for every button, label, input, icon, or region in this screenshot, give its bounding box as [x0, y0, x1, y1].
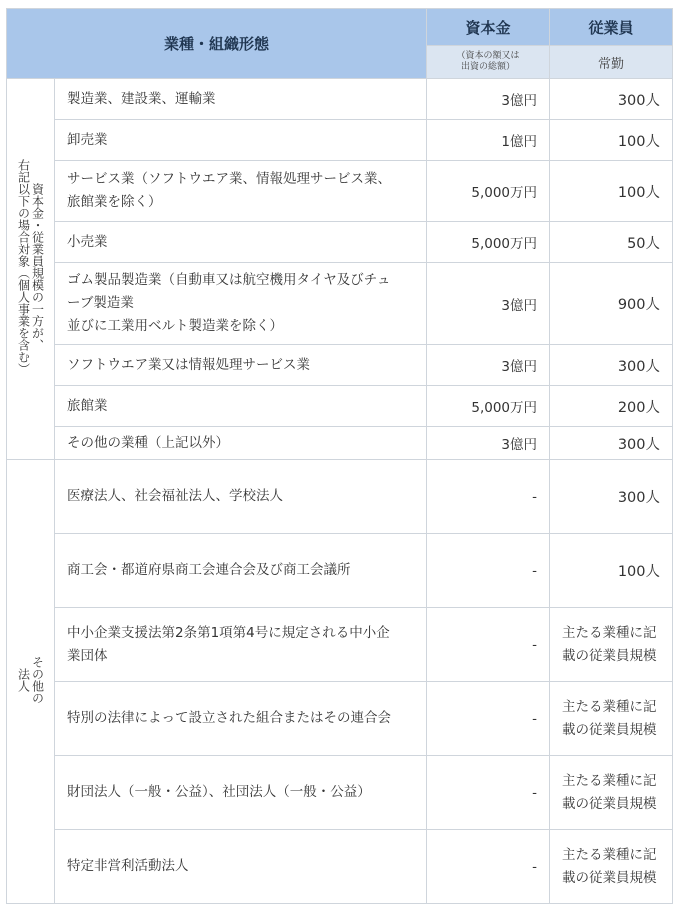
table-row-employees: 300人: [550, 460, 673, 534]
sme-definition-table: [6, 8, 673, 904]
header-capital-note: [427, 46, 550, 79]
group2-label-text: その他の 法人: [16, 655, 45, 704]
table-row-category: 特別の法律によって設立された組合またはその連合会: [55, 682, 427, 756]
header-employees-note: 常勤: [550, 46, 673, 79]
table-row-capital: -: [427, 756, 550, 830]
table-row-capital: -: [427, 534, 550, 608]
table-row-capital: -: [427, 682, 550, 756]
table-row-capital: -: [427, 460, 550, 534]
table-row-capital: 5,000万円: [427, 161, 550, 222]
table-row-employees: 900人: [550, 263, 673, 345]
table-row-employees: 主たる業種に記 載の従業員規模: [550, 608, 673, 682]
table-row-category: 小売業: [55, 222, 427, 263]
table-row-capital: 3億円: [427, 427, 550, 460]
table-row-category: ソフトウエア業又は情報処理サービス業: [55, 345, 427, 386]
table-row-capital: 5,000万円: [427, 222, 550, 263]
table-row-category: 財団法人（一般・公益）、社団法人（一般・公益）: [55, 756, 427, 830]
table-row-category: 中小企業支援法第2条第1項第4号に規定される中小企 業団体: [55, 608, 427, 682]
table-row-capital: 3億円: [427, 263, 550, 345]
table-row-employees: 50人: [550, 222, 673, 263]
table-row-employees: 100人: [550, 120, 673, 161]
group1-label-text: 資本金・従業員規模の一方が、 右記以下の場合対象（個人事業を含む）: [16, 159, 45, 375]
table-row-employees: 300人: [550, 427, 673, 460]
table-row-capital: 3億円: [427, 79, 550, 120]
header-employees: 従業員: [550, 9, 673, 46]
header-capital: 資本金: [427, 9, 550, 46]
table-row-category: ゴム製品製造業（自動車又は航空機用タイヤ及びチュ ーブ製造業 並びに工業用ベルト製造業を除く）: [55, 263, 427, 345]
table-row-employees: 100人: [550, 161, 673, 222]
table-row-category: 製造業、建設業、運輸業: [55, 79, 427, 120]
table-row-employees: 主たる業種に記 載の従業員規模: [550, 830, 673, 904]
table-row-category: 医療法人、社会福祉法人、学校法人: [55, 460, 427, 534]
table-row-category: 卸売業: [55, 120, 427, 161]
table-row-capital: 1億円: [427, 120, 550, 161]
table-row-category: 商工会・都道府県商工会連合会及び商工会議所: [55, 534, 427, 608]
capital-note-line2: 出資の総額）: [461, 62, 516, 72]
table-row-employees: 200人: [550, 386, 673, 427]
table-row-category: サービス業（ソフトウエア業、情報処理サービス業、 旅館業を除く）: [55, 161, 427, 222]
group1-label: [7, 79, 55, 460]
table-row-employees: 主たる業種に記 載の従業員規模: [550, 682, 673, 756]
table-row-employees: 主たる業種に記 載の従業員規模: [550, 756, 673, 830]
capital-note-line1: （資本の額又は: [456, 51, 520, 61]
table-row-category: 特定非営利活動法人: [55, 830, 427, 904]
header-category: 業種・組織形態: [7, 9, 427, 79]
table-row-employees: 100人: [550, 534, 673, 608]
table-row-category: その他の業種（上記以外）: [55, 427, 427, 460]
table-row-capital: 5,000万円: [427, 386, 550, 427]
table-row-category: 旅館業: [55, 386, 427, 427]
table-row-capital: 3億円: [427, 345, 550, 386]
table-row-employees: 300人: [550, 345, 673, 386]
table-row-employees: 300人: [550, 79, 673, 120]
table-row-capital: -: [427, 830, 550, 904]
group2-label: [7, 460, 55, 904]
table-row-capital: -: [427, 608, 550, 682]
